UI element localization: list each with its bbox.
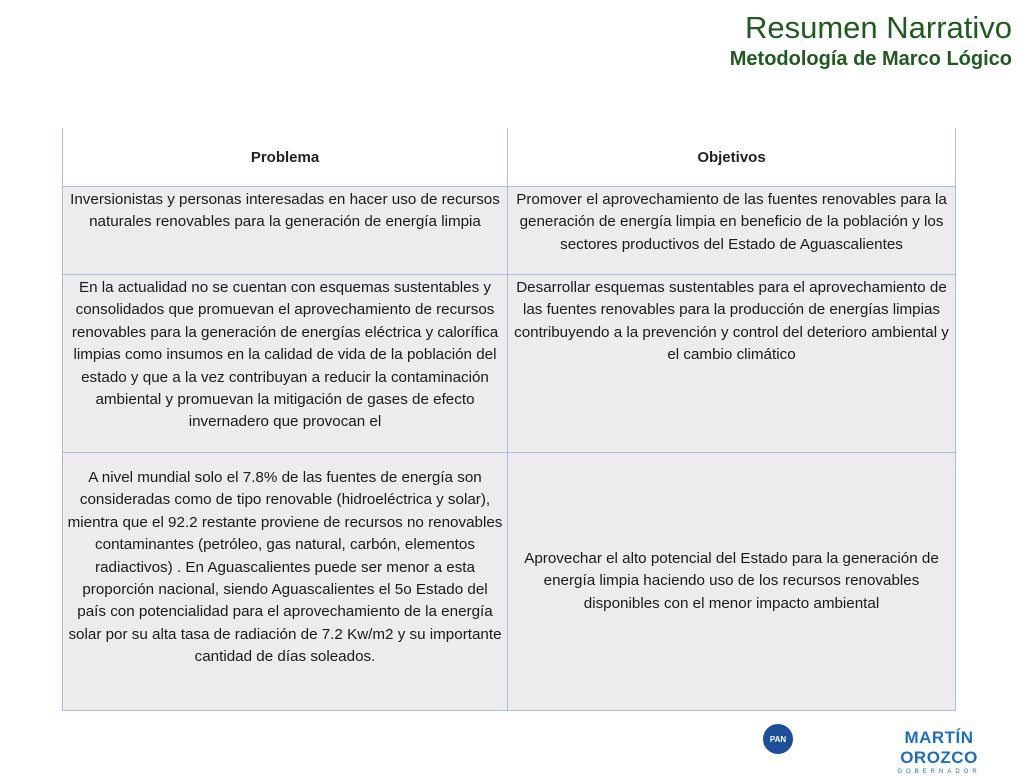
slide-subtitle: Metodología de Marco Lógico (729, 48, 1012, 70)
problema-cell: A nivel mundial solo el 7.8% de las fuentes de energía son consideradas como de tipo renovable (hidroeléctrica y solar), mientra que el 92.2 restante proviene de recursos no renovables contaminantes (petróleo, gas natural, carbón, elementos radiactivos) . En Aguascalientes puede ser menor a esta proporción nacional, siendo Aguascalientes el 5o Estado del país con potencialidad para el aprovechamiento de la energía solar por su alta tasa de radiación de 7.2 Kw/m2 y su importante cantidad de días soleados. (63, 453, 508, 711)
slide-header (730, 10, 1012, 72)
problema-cell (63, 275, 508, 453)
problema-cell: Inversionistas y personas interesadas en hacer uso de recursos naturales renovables para la generación de energía limpia (63, 187, 508, 275)
objetivo-cell: Desarrollar esquemas sustentables para el aprovechamiento de las fuentes renovables para la producción de energías limpias contribuyendo a la prevención y control del deterioro ambiental y el cambio climático (508, 275, 956, 453)
brand-logo (864, 728, 1014, 776)
column-header-objetivos: Objetivos (508, 128, 956, 187)
brand-subtitle: GOBERNADOR (897, 769, 981, 775)
table-row (63, 453, 956, 711)
brand-name: MARTÍN OROZCO (900, 728, 978, 767)
table-row (63, 275, 956, 453)
column-header-problema: Problema (63, 128, 508, 187)
table-row (63, 187, 956, 275)
pan-logo-icon (763, 724, 793, 754)
narrative-table (62, 128, 955, 708)
objetivo-cell: Aprovechar el alto potencial del Estado para la generación de energía limpia haciendo uso de los recursos renovables disponibles con el menor impacto ambiental (508, 453, 956, 711)
objetivo-cell: Promover el aprovechamiento de las fuentes renovables para la generación de energía limpia en beneficio de la población y los sectores productivos del Estado de Aguascalientes (508, 187, 956, 275)
slide-title: Resumen Narrativo (744, 10, 1012, 45)
problema-text: En la actualidad no se cuentan con esquemas sustentables y consolidados que promuevan el aprovechamiento de recursos renovables para la generación de energías eléctrica y calorífica limpias como insumos en la calidad de vida de la población del estado y que a la vez contribuyan a reducir la contaminación ambiental y promuevan la mitigación de gases de efecto invernadero que provocan el (71, 279, 499, 431)
pan-logo-text: PAN (769, 734, 787, 744)
